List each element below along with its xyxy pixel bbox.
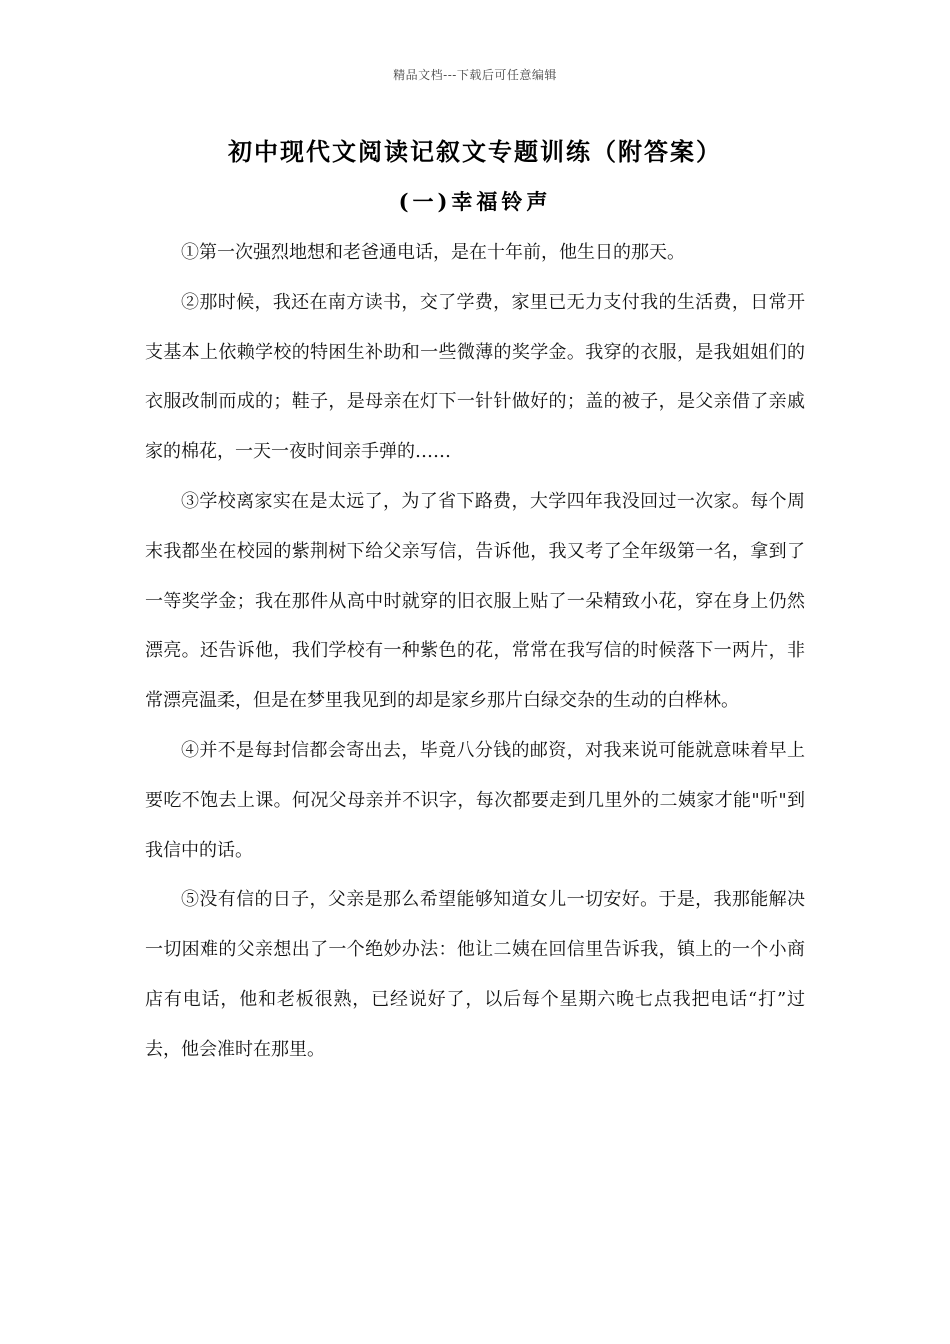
header-note: 精品文档---下载后可任意编辑 bbox=[393, 68, 557, 82]
section-title: (一)幸福铃声 bbox=[398, 189, 552, 214]
document-title: 初中现代文阅读记叙文专题训练（附答案） bbox=[228, 137, 722, 166]
paragraph-3: ③学校离家实在是太远了，为了省下路费，大学四年我没回过一次家。每个周末我都坐在校园的紫荆树下给父亲写信，告诉他，我又考了全年级第一名，拿到了一等奖学金；我在那件从高中时就穿的旧衣服上贴了一朵精致小花，穿在身上仍然漂亮。还告诉他，我们学校有一种紫色的花，常常在我写信的时候落下一两片，非常漂亮温柔，但是在梦里我见到的却是家乡那片白绿交杂的生动的白桦林。 bbox=[145, 490, 805, 712]
paragraph-4: ④并不是每封信都会寄出去，毕竟八分钱的邮资，对我来说可能就意味着早上要吃不饱去上课。何况父母亲并不识字，每次都要走到几里外的二姨家才能"听"到我信中的话。 bbox=[145, 739, 805, 861]
paragraph-1: ①第一次强烈地想和老爸通电话，是在十年前，他生日的那天。 bbox=[181, 242, 685, 263]
article-body bbox=[145, 228, 805, 1075]
paragraph-5: ⑤没有信的日子，父亲是那么希望能够知道女儿一切安好。于是，我那能解决一切困难的父亲想出了一个绝妙办法：他让二姨在回信里告诉我，镇上的一个小商店有电话，他和老板很熟，已经说好了，以后每个星期六晚七点我把电话“打”过去，他会准时在那里。 bbox=[145, 889, 805, 1060]
paragraph-2: ②那时候，我还在南方读书，交了学费，家里已无力支付我的生活费，日常开支基本上依赖学校的特困生补助和一些微薄的奖学金。我穿的衣服，是我姐姐们的衣服改制而成的；鞋子，是母亲在灯下一针针做好的；盖的被子，是父亲借了亲戚家的棉花，一天一夜时间亲手弹的…… bbox=[145, 291, 805, 463]
